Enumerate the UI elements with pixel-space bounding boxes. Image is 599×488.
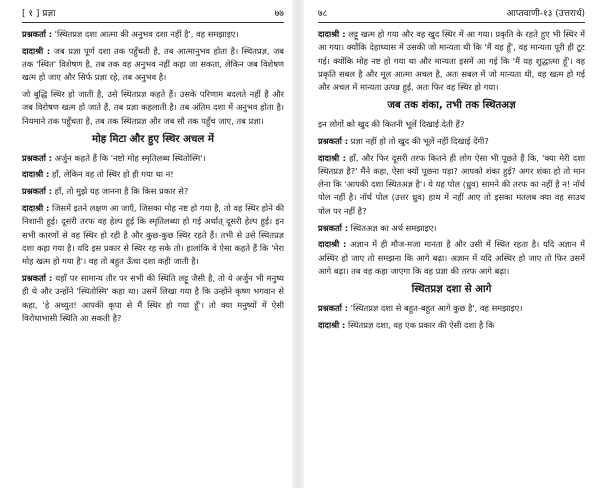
speaker-label: प्रश्नकर्ता : bbox=[22, 186, 53, 197]
right-page bbox=[304, 0, 599, 488]
speaker-label: प्रश्नकर्ता : bbox=[22, 152, 53, 163]
speaker-label: दादाश्री : bbox=[22, 169, 50, 180]
paragraph bbox=[318, 319, 585, 332]
paragraph bbox=[318, 28, 585, 94]
paragraph-text: लट्टू खत्म हो गया और वह खुद स्थिर में आ गया। प्रकृति के रहते हुए भी स्थिर में आ गया। क्योंकि देहाध्यास में उसकी जो मान्यता थी कि 'मैं यह हूँ', वह मान्यता पूरी ही टूट गई। क्योंकि मोह नष्ट हो गया था और मान्यता इसमें आ गई कि 'मैं यह शुद्धात्मा हूँ'। वह प्रकृति सबल है और मूल आत्मा अचल है, अतः सबल में जो मान्यता थी, वह खत्म हो गई और अचल में मान्यता उत्पन्न हुई, अतः फिर वह स्थिर हो गया। bbox=[318, 29, 585, 93]
paragraph-text: जब प्रज्ञा पूर्ण दशा तक पहुँचती है, तब आत्मानुभव होता है। स्थितप्रज्ञ, जब तक 'स्थित' विशेषण है, तब तक वह अनुभव नहीं कहा जा सकता, लेकिन जब विशेषण खत्म हो जाए और सिर्फ प्रज्ञा रहे, तब अनुभव है। bbox=[22, 45, 284, 83]
paragraph-text: अज्ञान में ही मौज-मजा मानता है और उसी में स्थित रहता है। यदि अज्ञान में अस्थिर हो जाए तो समझना कि आगे बढ़ा। अज्ञान में यदि अस्थिर हो जाए तो फिर उसमें आगे बढ़ा। तब वह कहा जाएगा कि वह प्रज्ञा की तरफ आगे बढ़ा। bbox=[318, 239, 585, 276]
paragraph bbox=[22, 202, 284, 268]
left-page-number: ७७ bbox=[274, 9, 284, 19]
paragraph bbox=[22, 88, 284, 128]
paragraph bbox=[318, 302, 585, 315]
speaker-label: दादाश्री : bbox=[318, 152, 346, 163]
speaker-label: दादाश्री : bbox=[22, 45, 51, 56]
paragraph bbox=[318, 118, 585, 131]
right-page-title: आप्तवाणी-१३ (उत्तरार्ध) bbox=[506, 9, 585, 19]
paragraph-text: स्थितप्रज्ञ दशा, वह एक प्रकार की ऐसी दशा है कि bbox=[345, 319, 495, 330]
speaker-label: प्रश्नकर्ता : bbox=[318, 222, 349, 233]
speaker-label: दादाश्री : bbox=[318, 29, 346, 39]
paragraph bbox=[22, 168, 284, 181]
speaker-label: दादाश्री : bbox=[22, 202, 50, 213]
speaker-label: प्रश्नकर्ता : bbox=[318, 135, 349, 146]
right-page-number: ७८ bbox=[318, 9, 328, 19]
right-page-body bbox=[318, 28, 585, 332]
paragraph-text: अर्जुन कहते हैं कि 'नष्टो मोह स्मृतिलब्ध स्थितोस्मि'। bbox=[52, 152, 206, 163]
page-gutter bbox=[292, 0, 304, 488]
paragraph-text: हाँ, तो मुझे यह जानना है कि किस प्रकार से? bbox=[52, 186, 189, 197]
paragraph bbox=[318, 152, 585, 218]
paragraph bbox=[22, 45, 284, 85]
left-page-chapter: [ १ ] प्रज्ञा bbox=[22, 9, 56, 19]
paragraph-text: जो बुद्धि स्थिर हो जाती है, उसे स्थितप्रज्ञ कहते हैं। उसके परिणाम बदलते नहीं हैं और जब विरोषण खत्म हो जाते हैं, तब प्रज्ञा कहलाती है। तब अंतिम दशा में अनुभव होता है। नियमाने तक पहुँचता है, तब तक स्थितप्रज्ञ और जब सौ तक पहुँच जाए, तब प्रज्ञा। bbox=[22, 89, 284, 126]
paragraph bbox=[318, 238, 585, 278]
paragraph-text: हाँ, और फिर दूसरी तरफ कितने ही लोग ऐसा भी पूछते हैं कि, 'क्या मेरी दशा स्थितप्रज्ञ है?' मैंने कहा, ऐसा क्यों पूछना पड़ा? आपको शंका हुई? अगर शंका हो तो मान लेना कि 'आपकी दशा स्थितअज्ञ है'। ये यह पोल (ध्रुव) सामने की तरफ का नहीं है न! नॉर्थ पोल नहीं है। नॉर्थ पोल (उत्तर ध्रुव) हाथ में नहीं आए तो इसका मतलब क्या वह साउथ पोल पर नहीं है? bbox=[318, 152, 585, 216]
paragraph bbox=[22, 152, 284, 165]
paragraph bbox=[22, 185, 284, 198]
paragraph-text: जिसमें इतने लक्षण आ जाएँ, जिसका मोह नष्ट हो गया है, तो वह स्थिर होने की निशानी हुई। दूसरी तरफ वह हेल्प हुई कि स्मृतिलब्धा हो गई अर्थात् दूसरी हेल्प हुई। इन सभी कारणों से वह स्थिर हो रही है और कुछ-कुछ स्थिर रहते हैं। तभी से उसे स्थितप्रज्ञ दशा कहा गया है। यदि इस प्रकार से स्थिर रह सके तो। हालांकि वे ऐसा कहते हैं कि 'मेरा मोह खत्म हो गया है'। वह तो बहुत ऊँचा दशा कही जाती है। bbox=[22, 202, 284, 267]
left-page-header bbox=[22, 6, 284, 23]
section-heading: जब तक शंका, तभी तक स्थितअज्ञ bbox=[387, 99, 516, 111]
left-page bbox=[0, 0, 292, 488]
left-page-body bbox=[22, 28, 284, 325]
paragraph bbox=[22, 28, 284, 41]
paragraph bbox=[318, 222, 585, 235]
right-page-header bbox=[318, 6, 585, 23]
paragraph-text: प्रज्ञा नहीं हो तो खुद की भूलें नहीं दिखाई देंगी? bbox=[348, 135, 489, 146]
speaker-label: प्रश्नकर्ता : bbox=[318, 302, 349, 313]
paragraph-text: 'स्थितप्रज्ञ दशा से बहुत-बहुत आगे कुछ है', वह समझाइए। bbox=[348, 302, 523, 313]
speaker-label: दादाश्री : bbox=[318, 319, 346, 330]
paragraph-text: हाँ, लेकिन वह तो स्थिर हो ही गया था न! bbox=[49, 169, 174, 180]
speaker-label: प्रश्नकर्ता : bbox=[22, 29, 53, 39]
paragraph-text: स्थितअज्ञ का अर्थ समझाइए। bbox=[348, 222, 437, 233]
paragraph-text: इन लोगों को खुद की कितनी भूलें दिखाई देती हैं? bbox=[318, 118, 465, 129]
section-heading: स्थितप्रज्ञ दशा से आगे bbox=[411, 283, 492, 295]
paragraph-text: 'स्थितप्रज्ञ दशा आत्मा की अनुभव दशा नहीं है', वह समझाइए। bbox=[52, 29, 239, 39]
paragraph bbox=[318, 135, 585, 148]
section-heading: मोह मिटा और हुए स्थिर अचल में bbox=[92, 133, 214, 145]
speaker-label: प्रश्नकर्ता : bbox=[22, 272, 53, 283]
paragraph-text: यहाँ पर सामान्य तौर पर सभी की स्थिति लट्टू जैसी है, तो ये अर्जुन भी मनुष्य ही थे और उन्होंने 'स्थितोस्मि' कहा था। उसमें लिखा गया है कि उन्होंने कृष्ण भगवान से कहा, 'हे अच्युत! आपकी कृपा से मैं स्थिर हो गया हूँ'। तो क्या मनुष्यों में ऐसी विरोधाभासी स्थिति आ सकती है? bbox=[22, 272, 284, 323]
paragraph bbox=[22, 272, 284, 325]
speaker-label: दादाश्री : bbox=[318, 239, 347, 250]
